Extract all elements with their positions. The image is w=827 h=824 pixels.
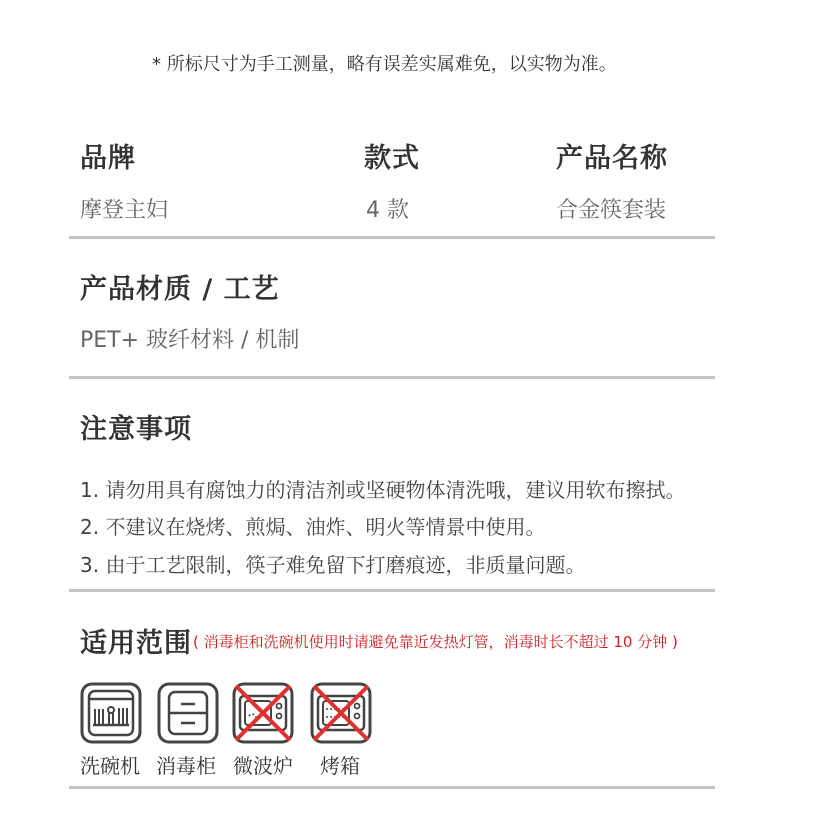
scope-warning: ( 消毒柜和洗碗机使用时请避免靠近发热灯管，消毒时长不超过 10 分钟 ) (193, 633, 678, 651)
appliance-label-dishwasher: 洗碗机 (80, 754, 140, 778)
appliance-label-microwave: 微波炉 (233, 754, 293, 778)
dishwasher-icon (80, 682, 142, 744)
sterilizer-cabinet-icon (157, 682, 219, 744)
microwave-icon (232, 682, 294, 744)
appliance-label-sterilizer: 消毒柜 (156, 754, 216, 778)
divider (69, 786, 715, 789)
brand-value: 摩登主妇 (80, 198, 169, 223)
divider (69, 236, 715, 239)
notes-item: 2. 不建议在烧烤、煎焗、油炸、明火等情景中使用。 (80, 515, 546, 539)
notes-title: 注意事项 (80, 414, 192, 445)
divider (69, 589, 715, 592)
style-label: 款式 (364, 143, 420, 174)
divider (69, 376, 715, 379)
material-label: 产品材质 / 工艺 (80, 274, 280, 305)
scope-title: 适用范围 (80, 628, 192, 659)
brand-label: 品牌 (80, 143, 136, 174)
oven-icon (310, 682, 372, 744)
style-value: 4 款 (366, 198, 409, 223)
product-name-value: 合金筷套装 (556, 198, 667, 223)
notes-item: 3. 由于工艺限制，筷子难免留下打磨痕迹，非质量问题。 (80, 553, 586, 577)
product-name-label: 产品名称 (556, 143, 668, 174)
measurement-note: * 所标尺寸为手工测量，略有误差实属难免，以实物为准。 (152, 54, 617, 75)
notes-item: 1. 请勿用具有腐蚀力的清洁剂或坚硬物体清洗哦，建议用软布擦拭。 (80, 478, 686, 502)
appliance-label-oven: 烤箱 (320, 754, 360, 778)
material-value: PET+ 玻纤材料 / 机制 (80, 328, 300, 353)
